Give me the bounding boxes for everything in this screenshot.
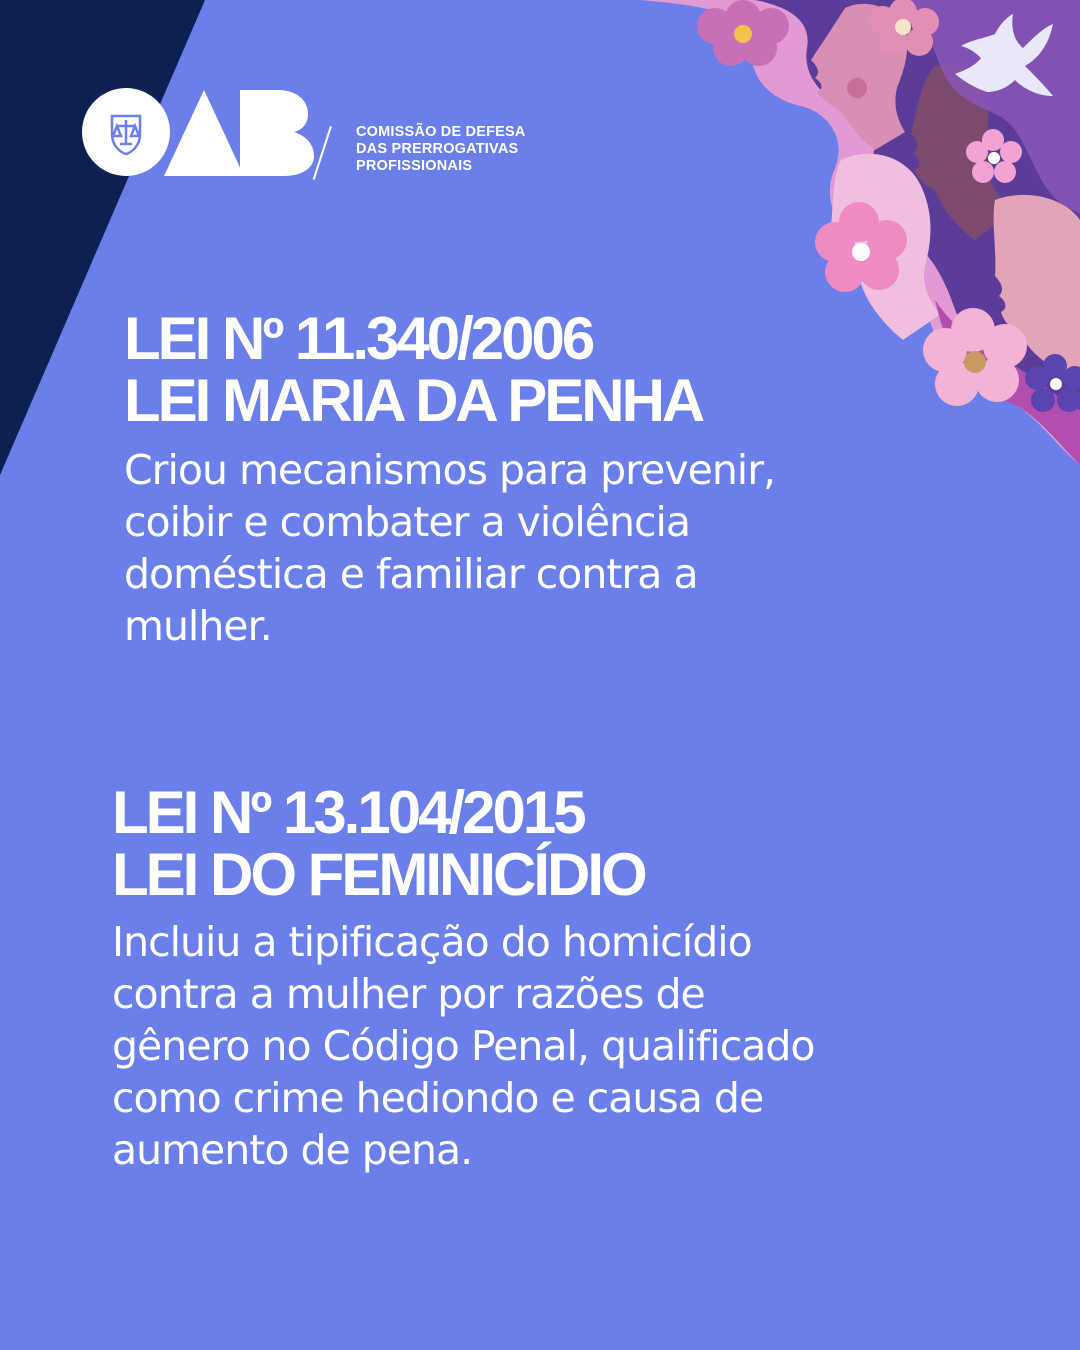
law-number: LEI Nº 11.340/2006 bbox=[124, 305, 593, 372]
description-line: contra a mulher por razões de bbox=[112, 970, 705, 1018]
description-line: Criou mecanismos para prevenir, bbox=[124, 446, 776, 494]
law-number: LEI Nº 13.104/2015 bbox=[112, 779, 584, 846]
law-description bbox=[112, 916, 814, 1176]
description-line: doméstica e familiar contra a bbox=[124, 550, 698, 598]
law-name: LEI MARIA DA PENHA bbox=[124, 367, 703, 434]
description-line: Incluiu a tipificação do homicídio bbox=[112, 918, 752, 966]
description-line: aumento de pena. bbox=[112, 1126, 473, 1174]
law-name: LEI DO FEMINICÍDIO bbox=[112, 841, 645, 908]
law-section-maria-da-penha bbox=[124, 305, 776, 652]
oab-logo bbox=[82, 88, 322, 180]
commission-name bbox=[356, 124, 526, 175]
law-section-feminicidio bbox=[112, 779, 815, 1176]
commission-line: PROFISSIONAIS bbox=[356, 158, 473, 174]
commission-line: COMISSÃO DE DEFESA bbox=[356, 124, 526, 140]
commission-line: DAS PRERROGATIVAS bbox=[356, 141, 519, 157]
description-line: coibir e combater a violência bbox=[124, 498, 691, 546]
description-line: gênero no Código Penal, qualificado bbox=[112, 1022, 815, 1070]
description-line: mulher. bbox=[124, 602, 272, 650]
law-description bbox=[124, 444, 775, 652]
description-line: como crime hediondo e causa de bbox=[112, 1074, 764, 1122]
